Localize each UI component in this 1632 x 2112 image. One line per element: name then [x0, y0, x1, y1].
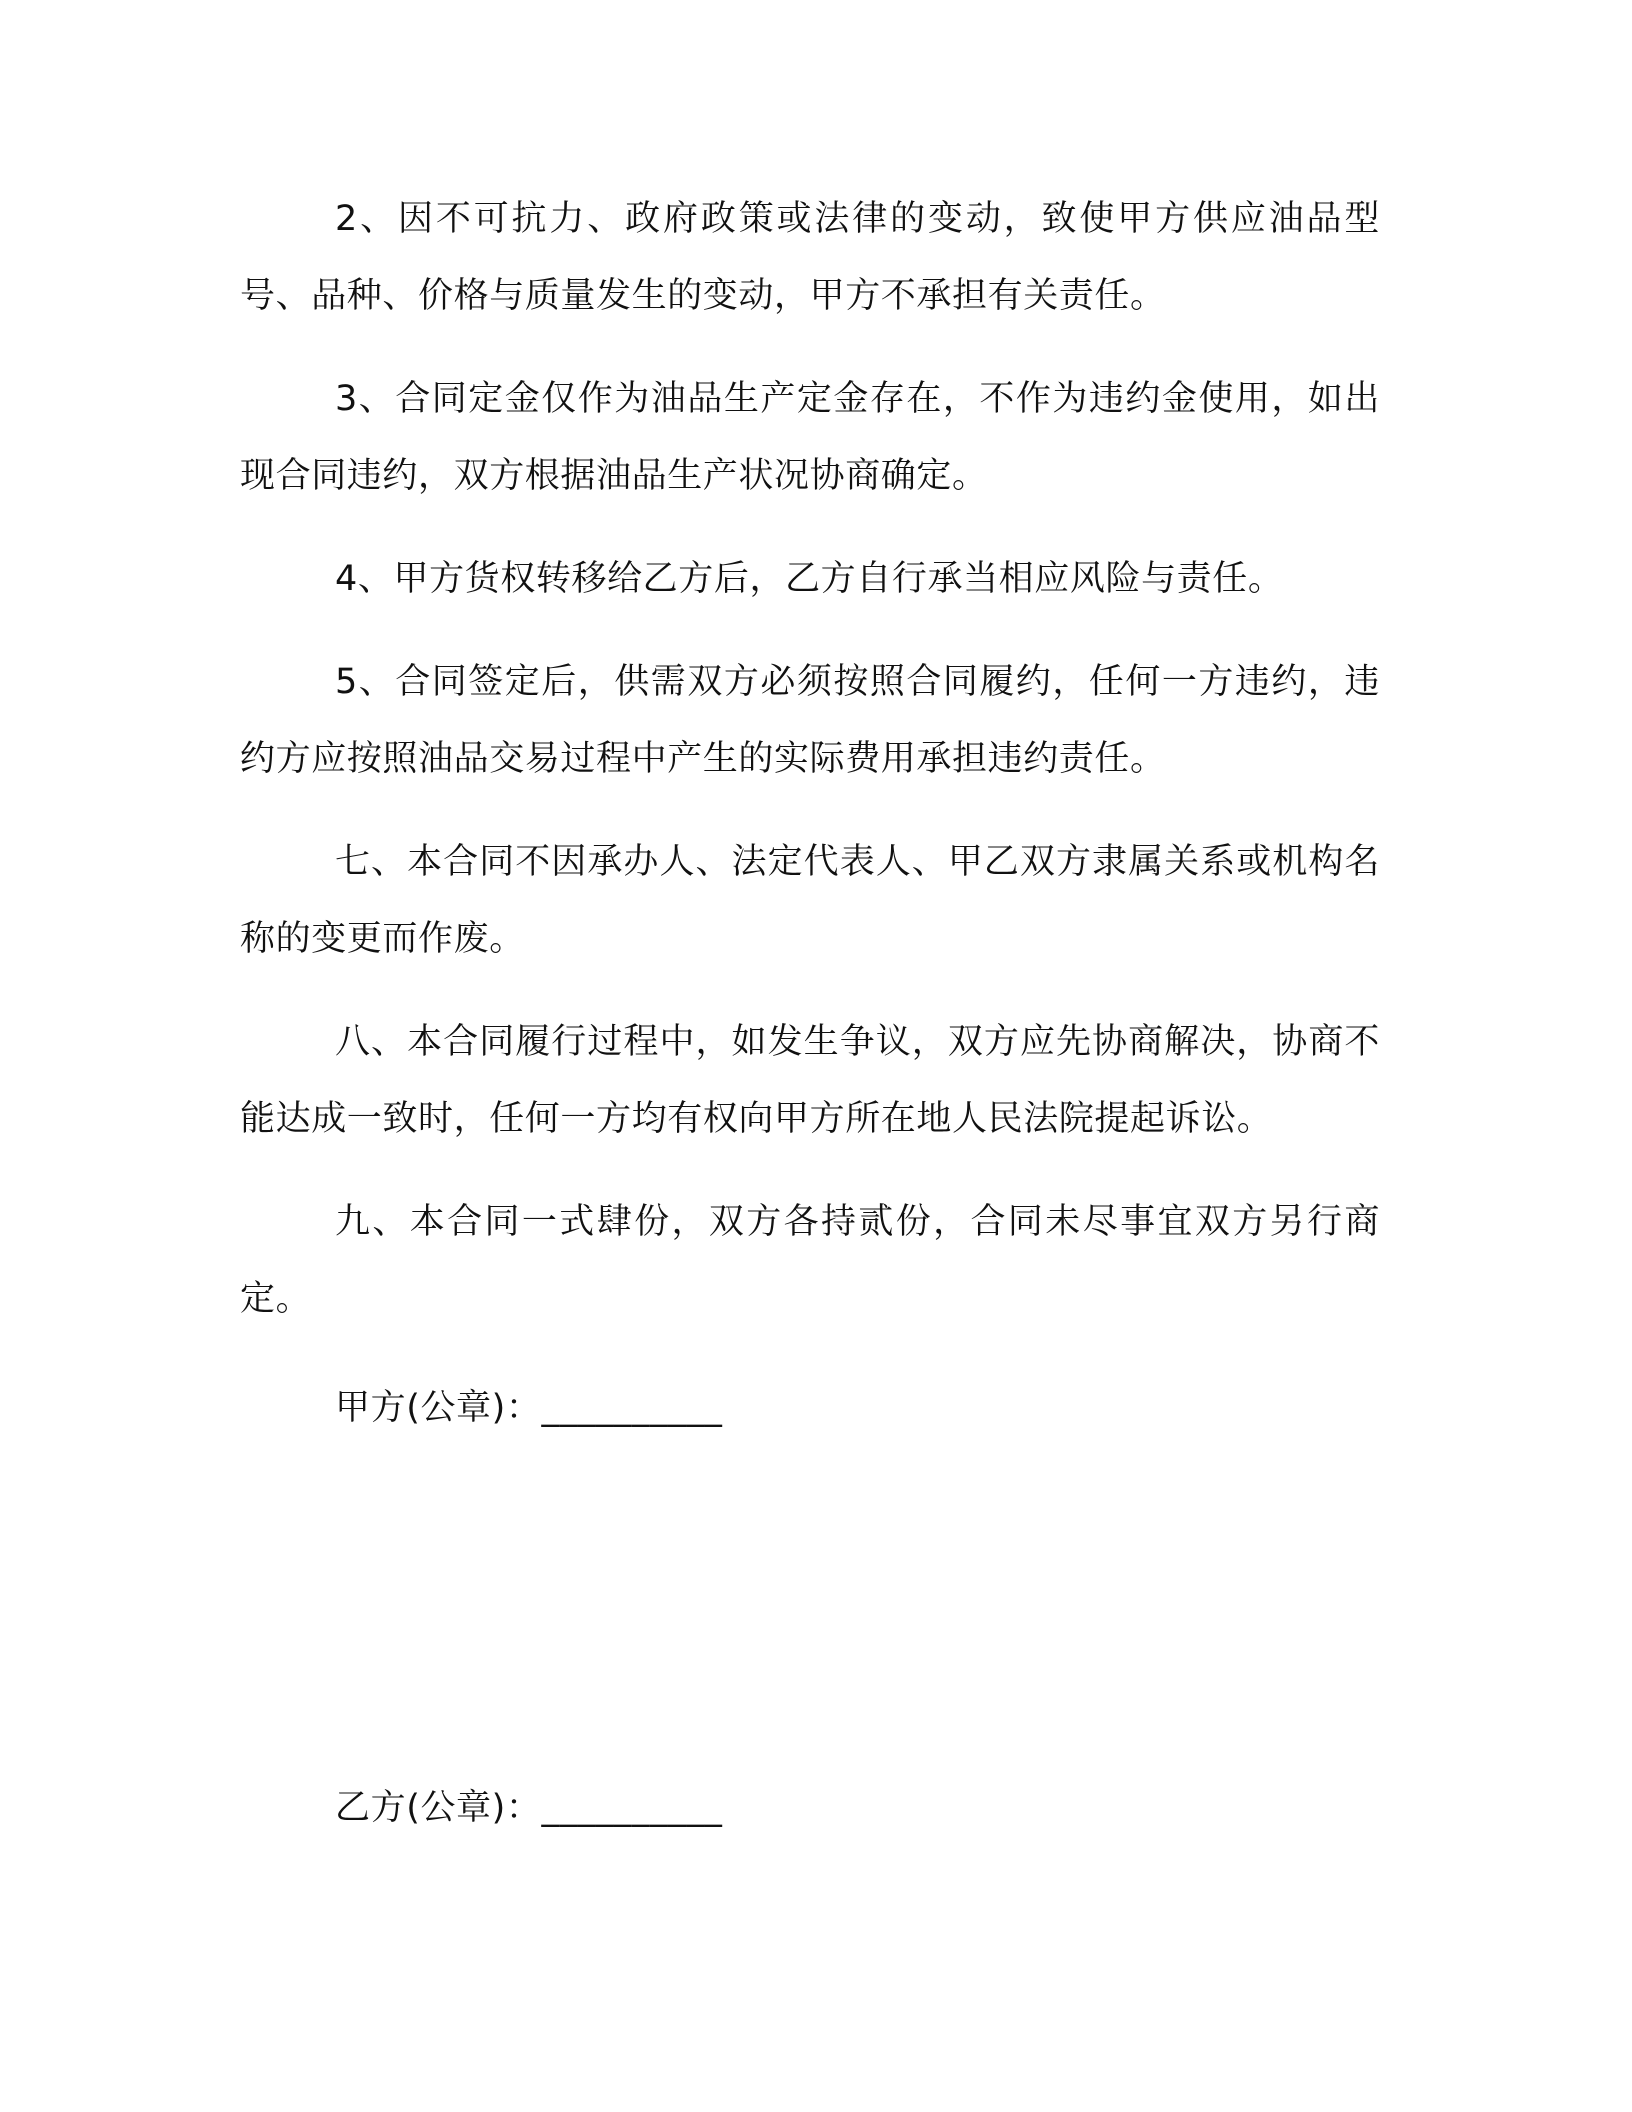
party-a-label: 甲方(公章)： [335, 1388, 542, 1428]
party-b-label: 乙方(公章)： [335, 1788, 542, 1828]
clause-nine: 九、本合同一式肆份，双方各持贰份，合同未尽事宜双方另行商定。 [240, 1202, 1380, 1319]
clause-eight: 八、本合同履行过程中，如发生争议，双方应先协商解决，协商不能达成一致时，任何一方均有权向甲方所在地人民法院提起诉讼。 [240, 1022, 1380, 1139]
party-a-signature [335, 1378, 723, 1438]
clause-2: 2、因不可抗力、政府政策或法律的变动，致使甲方供应油品型号、品种、价格与质量发生的变动，甲方不承担有关责任。 [240, 199, 1380, 316]
party-b-signature [335, 1778, 723, 1838]
clause-seven: 七、本合同不因承办人、法定代表人、甲乙双方隶属关系或机构名称的变更而作废。 [240, 842, 1380, 959]
clause-4: 4、甲方货权转移给乙方后，乙方自行承当相应风险与责任。 [335, 559, 1284, 599]
clause-5: 5、合同签定后，供需双方必须按照合同履约，任何一方违约，违约方应按照油品交易过程中产生的实际费用承担违约责任。 [240, 662, 1380, 779]
clause-3: 3、合同定金仅作为油品生产定金存在，不作为违约金使用，如出现合同违约，双方根据油品生产状况协商确定。 [240, 379, 1380, 496]
party-a-signature-blank: __________ [541, 1388, 723, 1428]
contract-clauses [240, 181, 1380, 1364]
party-b-signature-blank: __________ [541, 1788, 723, 1828]
